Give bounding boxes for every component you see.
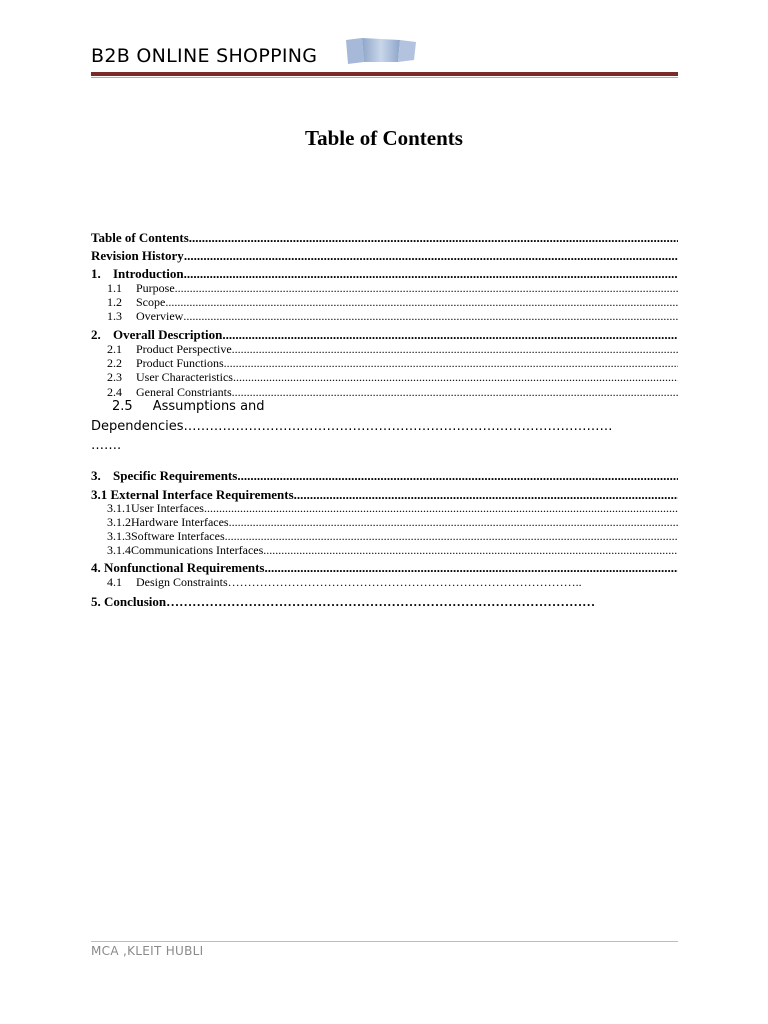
toc-leader (225, 529, 678, 543)
toc-entry-external-interface-requirements[interactable] (91, 487, 678, 502)
toc-entry-product-perspective[interactable] (107, 342, 678, 356)
toc-number: 1. (91, 266, 101, 281)
toc-number: 3. (91, 468, 101, 483)
toc-label: User Characteristics (136, 370, 233, 384)
banner-logo-icon (344, 36, 418, 66)
toc-number: 1.1 (107, 281, 122, 295)
toc-leader (204, 501, 678, 515)
toc-label: Assumptions and (152, 399, 265, 414)
toc-leader (183, 309, 678, 323)
toc-entry-product-functions[interactable] (107, 356, 678, 370)
toc-label: User Interfaces (131, 501, 204, 515)
toc-number: 2.1 (107, 342, 122, 356)
toc-entry-user-characteristics[interactable] (107, 370, 678, 384)
toc-entry-software-interfaces[interactable] (107, 529, 678, 543)
toc-number: 1.2 (107, 295, 122, 309)
toc-label: Software Interfaces (131, 529, 225, 543)
toc-number: 2. (91, 327, 101, 342)
toc-leader (184, 266, 678, 281)
toc-leader: ……………………………………………………………………………………… (166, 594, 596, 609)
toc-leader (233, 370, 678, 384)
toc-leader (229, 515, 678, 529)
toc-leader (222, 327, 678, 342)
toc-entry-overall-description[interactable] (91, 327, 678, 342)
toc-entry-communications-interfaces[interactable] (107, 543, 678, 557)
toc-entry-specific-requirements[interactable] (91, 468, 678, 483)
toc-leader (264, 560, 678, 575)
toc-entry-hardware-interfaces[interactable] (107, 515, 678, 529)
toc-leader (189, 230, 678, 245)
toc-entry-introduction[interactable] (91, 266, 678, 281)
header-title: B2B ONLINE SHOPPING (91, 45, 318, 67)
toc-entry-general-constriants[interactable] (107, 385, 678, 399)
toc-number: 2.5 (112, 399, 133, 414)
toc-entry-conclusion[interactable] (91, 594, 678, 609)
toc-number: 3.1.4 (107, 543, 131, 557)
toc-entry-assumptions[interactable] (112, 399, 265, 414)
toc-entry-table-of-contents[interactable] (91, 230, 678, 245)
toc-label: Product Perspective (136, 342, 232, 356)
toc-label: Revision History (91, 248, 184, 263)
toc-label: Design Constraints (136, 575, 228, 589)
toc-label: Specific Requirements (113, 468, 238, 483)
toc-number: 3.1.3 (107, 529, 131, 543)
toc-entry-dependencies[interactable]: Dependencies……………………………………………………………………………………… (91, 419, 613, 434)
toc-entry-dependencies-leader: ……. (91, 438, 122, 453)
header-rule-accent (91, 77, 678, 78)
toc-number: 1.3 (107, 309, 122, 323)
toc-entry-design-constraints[interactable] (107, 575, 678, 589)
toc-label: Overview (136, 309, 184, 323)
toc-label: 4. Nonfunctional Requirements (91, 560, 265, 575)
toc-entry-revision-history[interactable] (91, 248, 678, 263)
toc-label: Table of Contents (91, 230, 189, 245)
toc-label: Communications Interfaces (131, 543, 264, 557)
footer-text: MCA ,KLEIT HUBLI (91, 944, 204, 958)
toc-label: Scope (136, 295, 166, 309)
toc-leader: …………………………………………………………………………….. (227, 575, 582, 589)
toc-leader (232, 342, 678, 356)
toc-label: 3.1 External Interface Requirements (91, 487, 294, 502)
toc-entry-overview[interactable] (107, 309, 678, 323)
page-title: Table of Contents (305, 126, 463, 150)
toc-leader (232, 385, 678, 399)
toc-label: Product Functions (136, 356, 224, 370)
toc-entry-purpose[interactable] (107, 281, 678, 295)
header-rule (91, 72, 678, 76)
toc-label: 5. Conclusion (91, 594, 167, 609)
toc-leader (175, 281, 678, 295)
toc-entry-nonfunctional-requirements[interactable] (91, 560, 678, 575)
toc-number: 2.2 (107, 356, 122, 370)
toc-number: 2.3 (107, 370, 122, 384)
toc-number: 4.1 (107, 575, 122, 589)
toc-number: 2.4 (107, 385, 122, 399)
toc-leader (294, 487, 678, 502)
toc-leader (237, 468, 678, 483)
toc-label: Introduction (113, 266, 184, 281)
toc-leader (263, 543, 678, 557)
toc-label: General Constriants (136, 385, 232, 399)
toc-number: 3.1.2 (107, 515, 131, 529)
toc-label: Purpose (136, 281, 175, 295)
footer-rule (91, 941, 678, 942)
toc-leader (184, 248, 678, 263)
toc-label: Hardware Interfaces (131, 515, 229, 529)
toc-entry-user-interfaces[interactable] (107, 501, 678, 515)
toc-label: Overall Description (113, 327, 223, 342)
toc-leader (165, 295, 678, 309)
toc-leader (224, 356, 678, 370)
toc-number: 3.1.1 (107, 501, 131, 515)
toc-entry-scope[interactable] (107, 295, 678, 309)
